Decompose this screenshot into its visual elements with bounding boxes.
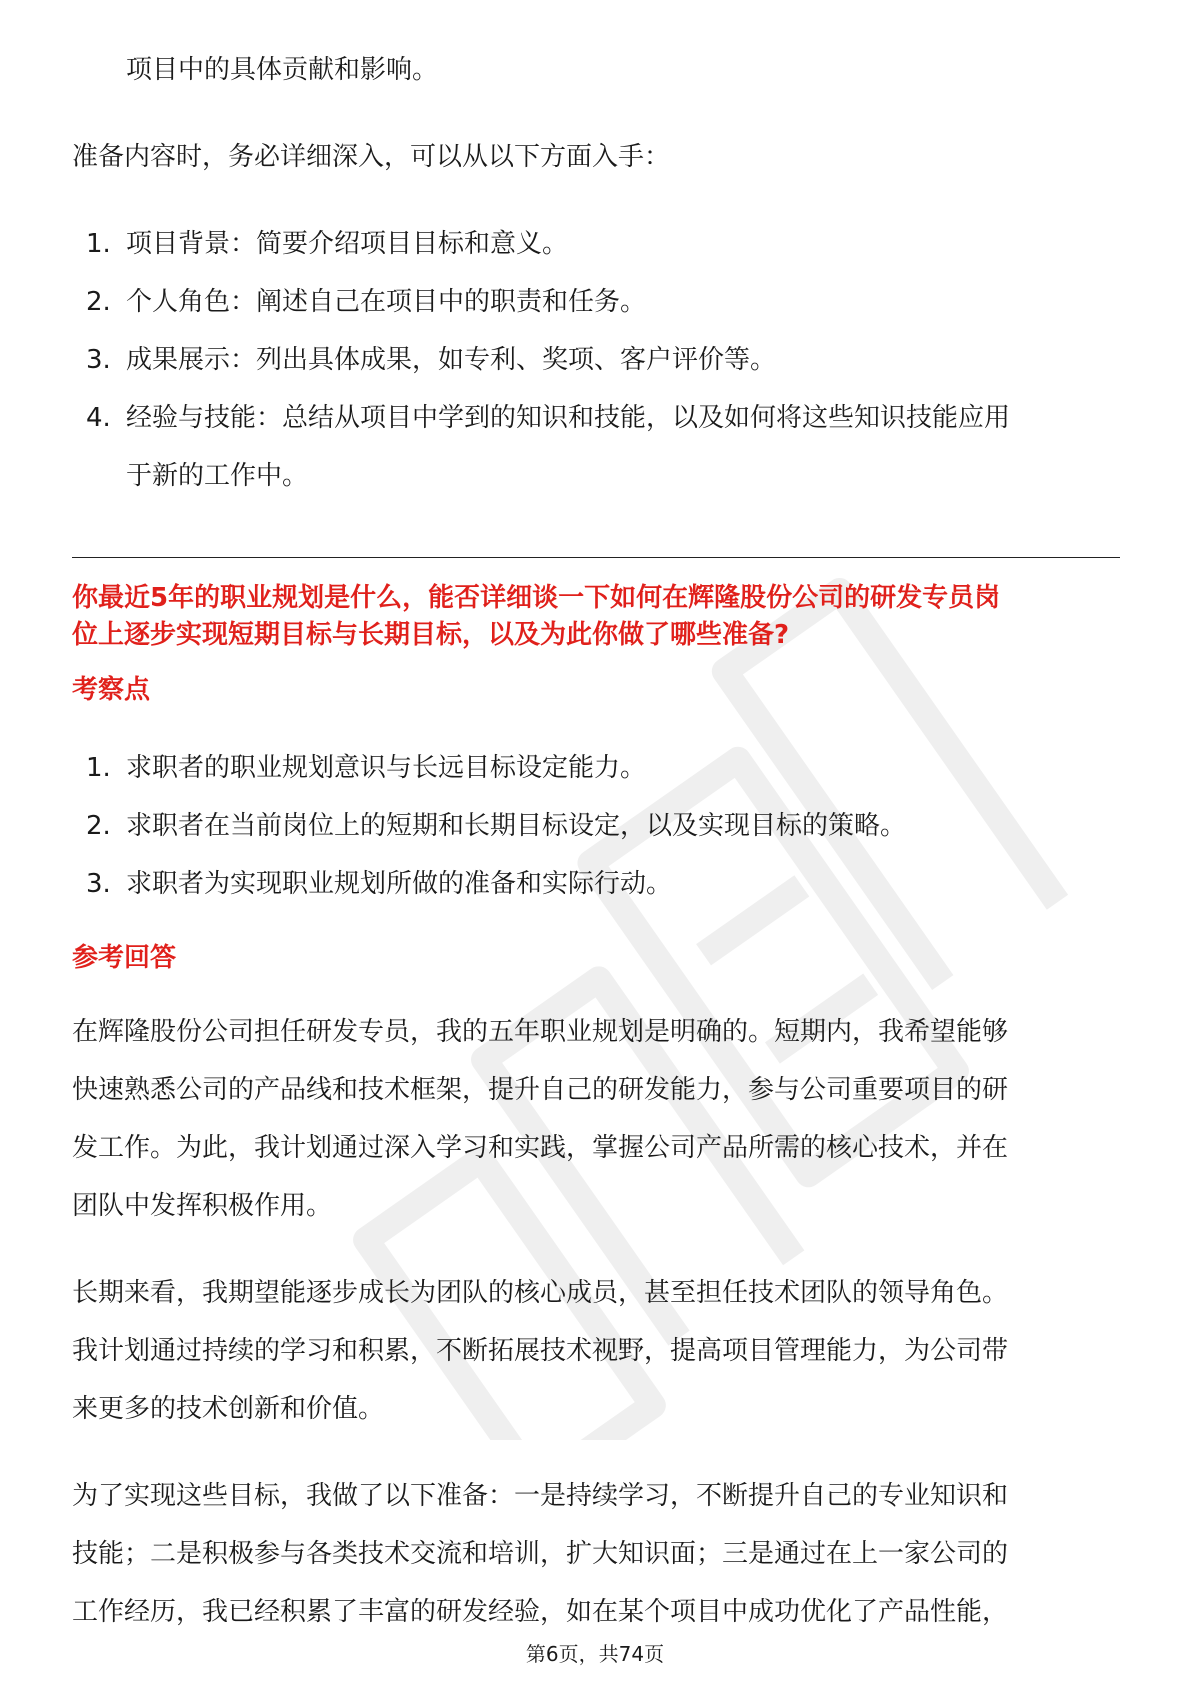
paragraph-line: 在辉隆股份公司担任研发专员，我的五年职业规划是明确的。短期内，我希望能够 (72, 1017, 1009, 1047)
list-item-number: 1. (86, 753, 111, 783)
list-item-number: 2. (86, 287, 111, 317)
paragraph-line: 发工作。为此，我计划通过深入学习和实践，掌握公司产品所需的核心技术，并在 (72, 1133, 1009, 1163)
list-item-number: 3. (86, 869, 111, 899)
list-item: 求职者为实现职业规划所做的准备和实际行动。 (126, 869, 673, 899)
list-item: 经验与技能：总结从项目中学到的知识和技能，以及如何将这些知识技能应用 (126, 403, 1011, 433)
paragraph-line: 来更多的技术创新和价值。 (72, 1394, 385, 1424)
paragraph-line: 团队中发挥积极作用。 (72, 1191, 333, 1221)
section-heading-answer: 参考回答 (72, 943, 177, 973)
question-title-line-2: 位上逐步实现短期目标与长期目标，以及为此你做了哪些准备? (72, 620, 790, 650)
section-heading-points: 考察点 (72, 675, 151, 705)
prep-intro-text: 准备内容时，务必详细深入，可以从以下方面入手： (72, 142, 671, 172)
intro-continuation: 项目中的具体贡献和影响。 (126, 55, 439, 85)
list-item: 求职者的职业规划意识与长远目标设定能力。 (126, 753, 647, 783)
list-item-number: 3. (86, 345, 111, 375)
page-number: 第6页，共74页 (525, 1642, 665, 1666)
section-divider (72, 557, 1120, 558)
list-item-number: 1. (86, 229, 111, 259)
list-item: 个人角色：阐述自己在项目中的职责和任务。 (126, 287, 647, 317)
paragraph-line: 我计划通过持续的学习和积累，不断拓展技术视野，提高项目管理能力，为公司带 (72, 1336, 1009, 1366)
paragraph-line: 为了实现这些目标，我做了以下准备：一是持续学习，不断提升自己的专业知识和 (72, 1481, 1009, 1511)
list-item: 求职者在当前岗位上的短期和长期目标设定，以及实现目标的策略。 (126, 811, 907, 841)
paragraph-line: 技能；二是积极参与各类技术交流和培训，扩大知识面；三是通过在上一家公司的 (72, 1539, 1009, 1569)
paragraph-line: 快速熟悉公司的产品线和技术框架，提升自己的研发能力，参与公司重要项目的研 (72, 1075, 1009, 1105)
list-item-number: 2. (86, 811, 111, 841)
list-item: 成果展示：列出具体成果，如专利、奖项、客户评价等。 (126, 345, 777, 375)
paragraph-line: 工作经历，我已经积累了丰富的研发经验，如在某个项目中成功优化了产品性能， (72, 1597, 1009, 1627)
list-item-number: 4. (86, 403, 111, 433)
list-item: 项目背景：简要介绍项目目标和意义。 (126, 229, 569, 259)
paragraph-line: 长期来看，我期望能逐步成长为团队的核心成员，甚至担任技术团队的领导角色。 (72, 1278, 1009, 1308)
list-item-continuation: 于新的工作中。 (126, 461, 309, 491)
question-title-line-1: 你最近5年的职业规划是什么，能否详细谈一下如何在辉隆股份公司的研发专员岗 (72, 583, 1001, 613)
